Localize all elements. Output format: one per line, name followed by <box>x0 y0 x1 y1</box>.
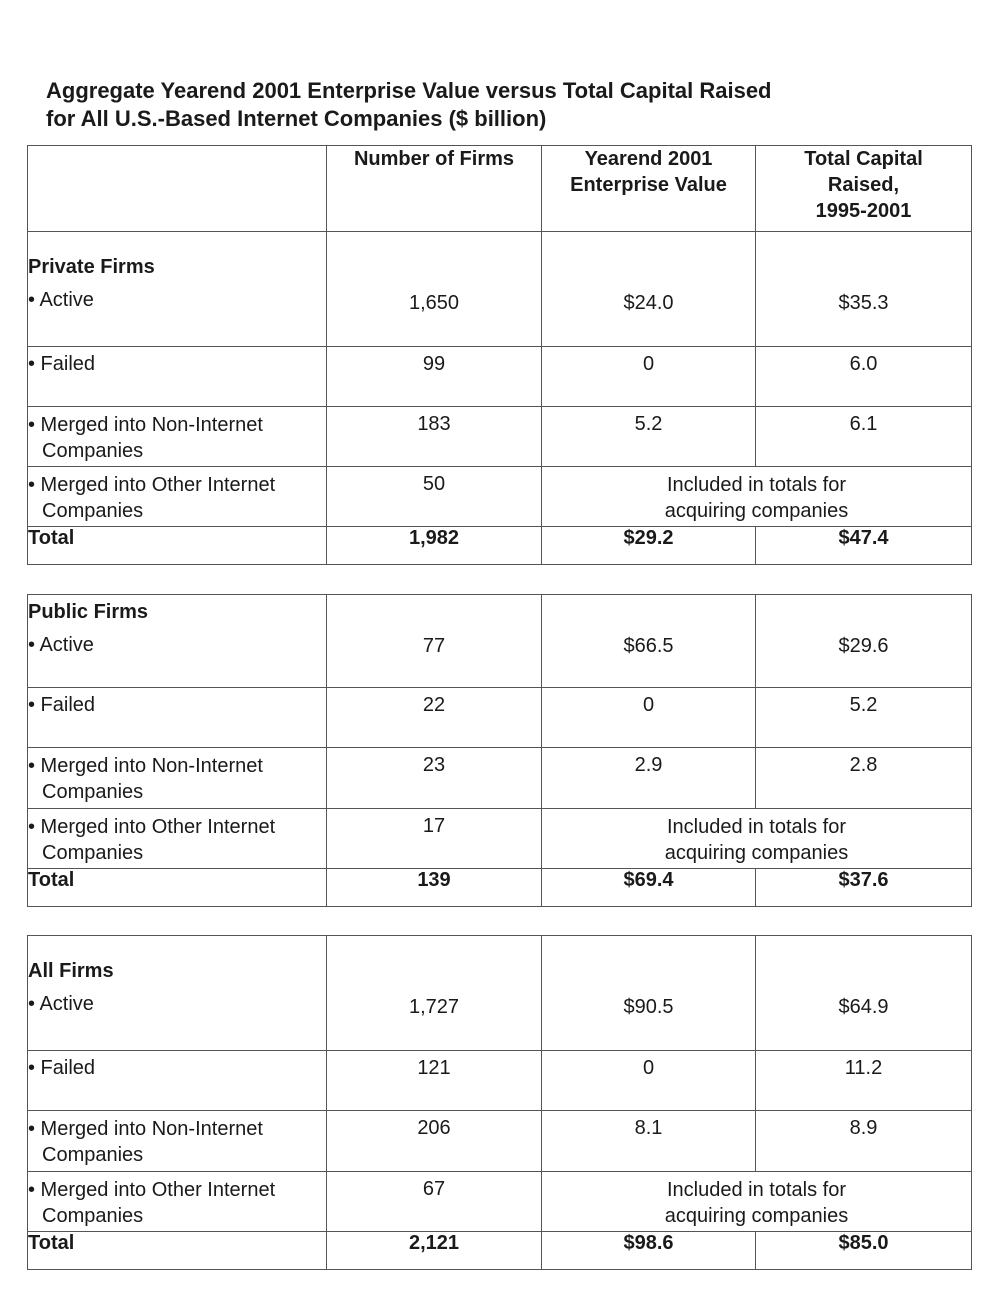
public-firms-table <box>27 594 972 907</box>
private-total-firms: 1,982 <box>327 527 542 565</box>
row-label-merged-other-internet: • Merged into Other Internet Companies <box>28 816 276 864</box>
header-blank <box>28 146 327 232</box>
all-total-ev: $98.6 <box>542 1232 756 1270</box>
table-row <box>28 1172 972 1232</box>
all-failed-firms: 121 <box>327 1051 542 1111</box>
row-label-merged-non-internet: • Merged into Non-Internet Companies <box>28 1118 263 1166</box>
table-row <box>28 595 972 688</box>
header-enterprise-value: Yearend 2001 Enterprise Value <box>542 146 756 232</box>
table-row <box>28 467 972 527</box>
private-failed-firms: 99 <box>327 347 542 407</box>
row-label-total: Total <box>28 527 327 565</box>
all-firms-table <box>27 935 972 1270</box>
row-label-merged-non-internet: • Merged into Non-Internet Companies <box>28 755 263 803</box>
public-active-ev: $66.5 <box>542 595 756 688</box>
table-row <box>28 936 972 1051</box>
private-merged-non-firms: 183 <box>327 407 542 467</box>
table-row <box>28 748 972 809</box>
private-active-capital: $35.3 <box>756 232 972 347</box>
all-merged-non-firms: 206 <box>327 1111 542 1172</box>
row-label-total: Total <box>28 1232 327 1270</box>
table-row <box>28 232 972 347</box>
row-label-active: • Active <box>28 634 94 656</box>
public-total-capital: $37.6 <box>756 869 972 907</box>
private-active-ev: $24.0 <box>542 232 756 347</box>
row-label-active: • Active <box>28 289 94 311</box>
all-merged-other-firms: 67 <box>327 1172 542 1232</box>
all-total-capital: $85.0 <box>756 1232 972 1270</box>
table-row <box>28 527 972 565</box>
document-title <box>46 77 946 133</box>
public-active-capital: $29.6 <box>756 595 972 688</box>
private-total-ev: $29.2 <box>542 527 756 565</box>
header-number-of-firms: Number of Firms <box>327 146 542 232</box>
section-title-private: Private Firms <box>28 256 155 278</box>
public-active-firms: 77 <box>327 595 542 688</box>
row-label-merged-non-internet: • Merged into Non-Internet Companies <box>28 414 263 462</box>
header-total-capital: Total Capital Raised, 1995-2001 <box>756 146 972 232</box>
table-row <box>28 407 972 467</box>
title-line-2: for All U.S.-Based Internet Companies ($ billion) <box>46 106 547 131</box>
private-merged-other-note: Included in totals for acquiring companies <box>542 467 972 527</box>
row-label-failed: • Failed <box>28 347 327 407</box>
private-failed-capital: 6.0 <box>756 347 972 407</box>
row-label-failed: • Failed <box>28 1051 327 1111</box>
all-merged-other-note: Included in totals for acquiring companies <box>542 1172 972 1232</box>
public-total-ev: $69.4 <box>542 869 756 907</box>
section-title-all: All Firms <box>28 960 114 982</box>
table-row <box>28 1111 972 1172</box>
all-active-ev: $90.5 <box>542 936 756 1051</box>
all-merged-non-ev: 8.1 <box>542 1111 756 1172</box>
private-total-capital: $47.4 <box>756 527 972 565</box>
public-failed-ev: 0 <box>542 688 756 748</box>
public-merged-non-firms: 23 <box>327 748 542 809</box>
table-row <box>28 869 972 907</box>
table-row <box>28 809 972 869</box>
all-total-firms: 2,121 <box>327 1232 542 1270</box>
private-active-firms: 1,650 <box>327 232 542 347</box>
table-row <box>28 1232 972 1270</box>
row-label-total: Total <box>28 869 327 907</box>
public-merged-other-firms: 17 <box>327 809 542 869</box>
all-failed-ev: 0 <box>542 1051 756 1111</box>
private-merged-non-capital: 6.1 <box>756 407 972 467</box>
header-table <box>27 145 972 565</box>
private-failed-ev: 0 <box>542 347 756 407</box>
private-merged-non-ev: 5.2 <box>542 407 756 467</box>
row-label-active: • Active <box>28 993 94 1015</box>
all-merged-non-capital: 8.9 <box>756 1111 972 1172</box>
row-label-merged-other-internet: • Merged into Other Internet Companies <box>28 1179 276 1227</box>
row-label-failed: • Failed <box>28 688 327 748</box>
all-active-capital: $64.9 <box>756 936 972 1051</box>
public-merged-other-note: Included in totals for acquiring companies <box>542 809 972 869</box>
table-row <box>28 688 972 748</box>
all-failed-capital: 11.2 <box>756 1051 972 1111</box>
public-failed-firms: 22 <box>327 688 542 748</box>
row-label-merged-other-internet: • Merged into Other Internet Companies <box>28 474 276 522</box>
public-merged-non-capital: 2.8 <box>756 748 972 809</box>
table-row <box>28 347 972 407</box>
private-merged-other-firms: 50 <box>327 467 542 527</box>
public-failed-capital: 5.2 <box>756 688 972 748</box>
table-row <box>28 1051 972 1111</box>
all-active-firms: 1,727 <box>327 936 542 1051</box>
section-title-public: Public Firms <box>28 601 149 623</box>
title-line-1: Aggregate Yearend 2001 Enterprise Value versus Total Capital Raised <box>46 78 772 103</box>
public-merged-non-ev: 2.9 <box>542 748 756 809</box>
public-total-firms: 139 <box>327 869 542 907</box>
